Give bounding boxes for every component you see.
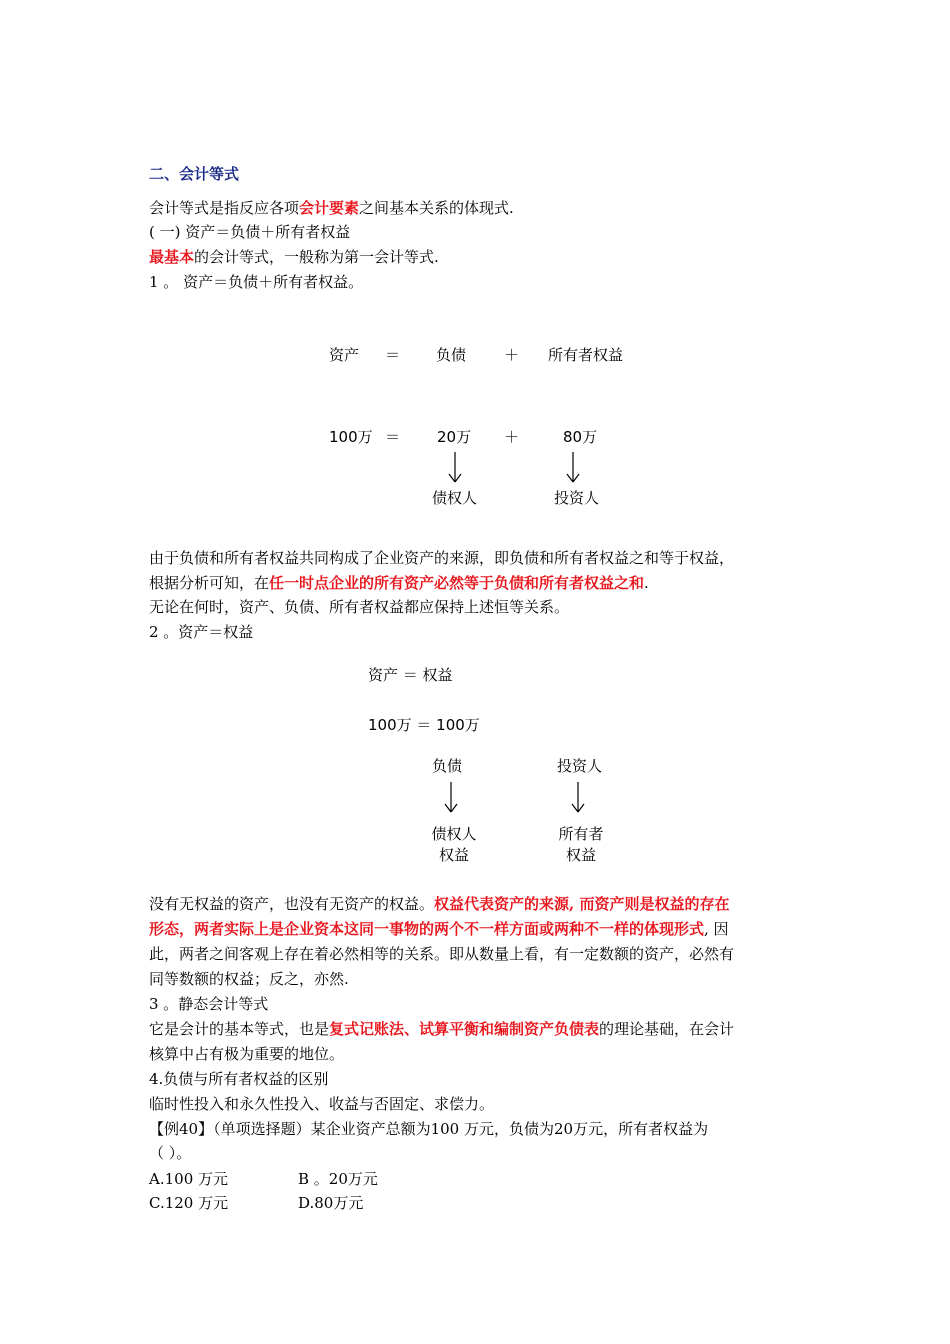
sub1-title: ( 一) 资产＝负债＋所有者权益 xyxy=(149,223,351,241)
d1-equity-value: 80万 xyxy=(563,428,598,446)
d2-investors: 投资人 xyxy=(557,757,603,775)
intro-pre: 会计等式是指反应各项 xyxy=(149,199,300,217)
para2-pre: 没有无权益的资产，也没有无资产的权益。 xyxy=(149,895,435,913)
item1: 1 。 资产＝负债＋所有者权益。 xyxy=(149,273,364,291)
para2-line1 xyxy=(149,894,729,914)
item4: 4.负债与所有者权益的区别 xyxy=(149,1070,329,1088)
para2-line2 xyxy=(149,919,729,939)
d2-creditors: 债权人 xyxy=(431,825,477,843)
d2-row1: 资产 ＝ 权益 xyxy=(368,666,453,684)
down-arrow-icon xyxy=(441,780,461,816)
d1-equals-2: ＝ xyxy=(385,428,401,446)
d2-row2: 100万 ＝ 100万 xyxy=(368,716,480,734)
para1-line1: 由于负债和所有者权益共同构成了企业资产的来源，即负债和所有者权益之和等于权益， xyxy=(149,549,735,567)
d1-creditors: 债权人 xyxy=(432,489,478,507)
para2-em2: 形态，两者实际上是企业资本这同一事物的两个不一样方面或两种不一样的体现形式 xyxy=(149,920,705,938)
para2-line4: 同等数额的权益；反之，亦然. xyxy=(149,970,349,988)
basic-em: 最基本 xyxy=(149,248,195,266)
option-d: D.80万元 xyxy=(298,1194,364,1212)
down-arrow-icon xyxy=(563,450,583,486)
para3-pre: 它是会计的基本等式，也是 xyxy=(149,1020,330,1038)
intro-em: 会计要素 xyxy=(299,199,360,217)
para1-line2 xyxy=(149,573,649,593)
down-arrow-icon xyxy=(568,780,588,816)
d2-liabilities: 负债 xyxy=(432,757,463,775)
down-arrow-icon xyxy=(445,450,465,486)
intro-line xyxy=(149,198,514,218)
option-a: A.100 万元 xyxy=(149,1170,228,1188)
d1-assets-value: 100万 xyxy=(329,428,373,446)
para3-em: 复式记账法、试算平衡和编制资产负债表 xyxy=(329,1020,600,1038)
para2-post: , 因 xyxy=(704,920,729,938)
d1-equals: ＝ xyxy=(385,346,401,364)
d1-assets: 资产 xyxy=(329,346,360,364)
example-line2: （ ）。 xyxy=(149,1144,192,1162)
para1-line3: 无论在何时，资产、负债、所有者权益都应保持上述恒等关系。 xyxy=(149,598,570,616)
para2-line3: 此，两者之间客观上存在着必然相等的关系。即从数量上看，有一定数额的资产，必然有 xyxy=(149,945,735,963)
item3: 3 。静态会计等式 xyxy=(149,995,269,1013)
d1-plus-2: ＋ xyxy=(504,428,520,446)
d2-creditor-equity: 权益 xyxy=(438,846,469,864)
item4-body: 临时性投入和永久性投入、收益与否固定、求偿力。 xyxy=(149,1095,495,1113)
section-title: 二、会计等式 xyxy=(149,165,240,183)
para3-line1 xyxy=(149,1019,734,1039)
basic-line xyxy=(149,247,439,267)
option-b: B 。20万元 xyxy=(298,1170,378,1188)
option-c: C.120 万元 xyxy=(149,1194,229,1212)
d1-liabilities-value: 20万 xyxy=(437,428,472,446)
d1-equity: 所有者权益 xyxy=(548,346,624,364)
para1-em: 任一时点企业的所有资产必然等于负债和所有者权益之和 xyxy=(269,574,645,592)
example-line1: 【例40】（单项选择题）某企业资产总额为100 万元，负债为20万元，所有者权益为 xyxy=(149,1120,709,1138)
intro-post: 之间基本关系的体现式. xyxy=(359,199,514,217)
d1-investors: 投资人 xyxy=(554,489,600,507)
d2-owner-equity: 权益 xyxy=(565,846,596,864)
para2-em: 权益代表资产的来源, 而资产则是权益的存在 xyxy=(434,895,730,913)
d1-plus: ＋ xyxy=(504,346,520,364)
para3-line2: 核算中占有极为重要的地位。 xyxy=(149,1045,345,1063)
d1-liabilities: 负债 xyxy=(436,346,467,364)
d2-owners: 所有者 xyxy=(558,825,604,843)
basic-post: 的会计等式，一般称为第一会计等式. xyxy=(194,248,439,266)
para3-post: 的理论基础，在会计 xyxy=(599,1020,735,1038)
item2: 2 。资产＝权益 xyxy=(149,623,254,641)
para1-pre: 根据分析可知，在 xyxy=(149,574,270,592)
para1-post: . xyxy=(644,574,649,592)
